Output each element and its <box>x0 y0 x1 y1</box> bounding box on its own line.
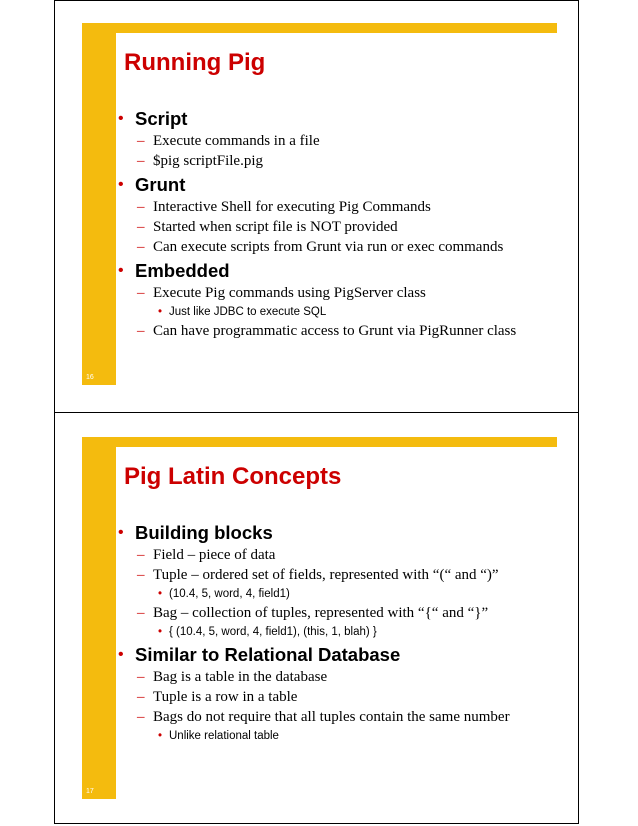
bullet-dot-icon: • <box>158 588 163 600</box>
bullet-heading: Similar to Relational Database <box>135 644 401 665</box>
bullet-heading: Embedded <box>135 260 230 281</box>
bullet-level-2 <box>116 668 552 686</box>
bullet-level-2 <box>116 198 552 216</box>
bullet-level-1 <box>116 644 552 666</box>
dash-icon: – <box>137 605 145 621</box>
bullet-dot-icon: • <box>158 626 163 638</box>
bullet-dot-icon: • <box>118 262 124 279</box>
bullet-level-2 <box>116 566 552 584</box>
bullet-text: Execute commands in a file <box>153 133 320 149</box>
bullet-level-3 <box>116 587 552 602</box>
bullet-level-2 <box>116 132 552 150</box>
bullet-level-2 <box>116 546 552 564</box>
bullet-level-1 <box>116 108 552 130</box>
bullet-level-2 <box>116 604 552 622</box>
dash-icon: – <box>137 669 145 685</box>
bullet-level-2 <box>116 284 552 302</box>
bullet-level-2 <box>116 708 552 726</box>
dash-icon: – <box>137 153 145 169</box>
bullet-heading: Building blocks <box>135 522 273 543</box>
bullet-text: $pig scriptFile.pig <box>153 153 263 169</box>
slide-title: Running Pig <box>124 49 266 76</box>
bullet-text: Just like JDBC to execute SQL <box>169 306 327 318</box>
bullet-level-2 <box>116 322 552 340</box>
bullet-text: Unlike relational table <box>169 730 279 742</box>
bullet-text: Can have programmatic access to Grunt via PigRunner class <box>153 323 517 339</box>
bullet-level-3 <box>116 729 552 744</box>
bullet-text: (10.4, 5, word, 4, field1) <box>169 588 290 600</box>
bullet-text: Interactive Shell for executing Pig Commands <box>153 199 431 215</box>
dash-icon: – <box>137 323 145 339</box>
bullet-dot-icon: • <box>118 176 124 193</box>
dash-icon: – <box>137 285 145 301</box>
bullet-level-1 <box>116 260 552 282</box>
slide-pig-latin-concepts <box>82 437 557 799</box>
bullet-text: Can execute scripts from Grunt via run or exec commands <box>153 239 504 255</box>
dash-icon: – <box>137 239 145 255</box>
bullet-text: { (10.4, 5, word, 4, field1), (this, 1, blah) } <box>169 626 377 638</box>
bullet-level-2 <box>116 218 552 236</box>
bullet-level-1 <box>116 174 552 196</box>
bullet-level-1 <box>116 522 552 544</box>
slide-content <box>116 104 552 340</box>
bullet-dot-icon: • <box>158 730 163 742</box>
bullet-level-2 <box>116 688 552 706</box>
slide-title: Pig Latin Concepts <box>124 463 342 490</box>
bullet-text: Execute Pig commands using PigServer class <box>153 285 426 301</box>
dash-icon: – <box>137 567 145 583</box>
bullet-level-2 <box>116 238 552 256</box>
bullet-dot-icon: • <box>118 646 124 663</box>
bullet-text: Started when script file is NOT provided <box>153 219 398 235</box>
dash-icon: – <box>137 219 145 235</box>
dash-icon: – <box>137 547 145 563</box>
bullet-level-3 <box>116 625 552 640</box>
bullet-dot-icon: • <box>118 110 124 127</box>
bullet-text: Tuple – ordered set of fields, represented with “(“ and “)” <box>153 567 499 583</box>
bullet-text: Bag – collection of tuples, represented with “{“ and “}” <box>153 605 489 621</box>
bullet-heading: Script <box>135 108 188 129</box>
slide-number: 16 <box>86 374 94 381</box>
dash-icon: – <box>137 133 145 149</box>
dash-icon: – <box>137 689 145 705</box>
bullet-heading: Grunt <box>135 174 186 195</box>
bullet-text: Field – piece of data <box>153 547 276 563</box>
slide-number: 17 <box>86 788 94 795</box>
bullet-text: Tuple is a row in a table <box>153 689 298 705</box>
slide-running-pig <box>82 23 557 385</box>
bullet-text: Bag is a table in the database <box>153 669 328 685</box>
page-divider <box>54 412 579 413</box>
bullet-dot-icon: • <box>118 524 124 541</box>
bullet-text: Bags do not require that all tuples contain the same number <box>153 709 510 725</box>
bullet-level-2 <box>116 152 552 170</box>
bullet-level-3 <box>116 305 552 320</box>
bullet-dot-icon: • <box>158 306 163 318</box>
dash-icon: – <box>137 199 145 215</box>
slide-content <box>116 518 552 744</box>
dash-icon: – <box>137 709 145 725</box>
